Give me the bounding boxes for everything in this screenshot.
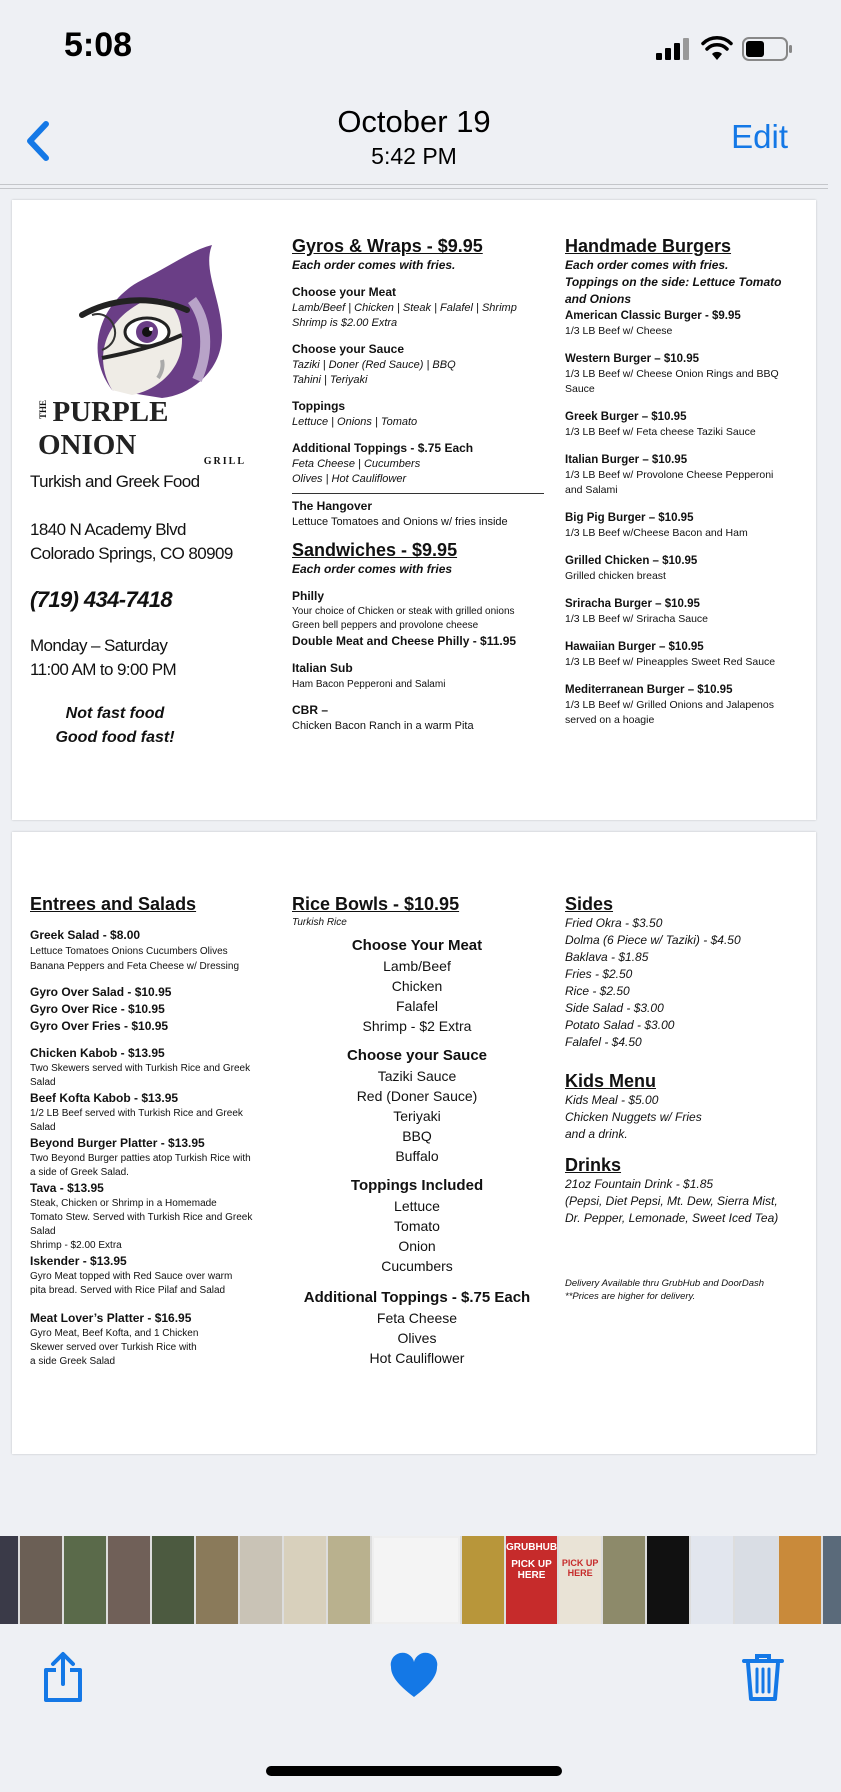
thumbnail[interactable] bbox=[0, 1536, 18, 1624]
thumb-text: PICK UP HERE bbox=[561, 1558, 599, 1578]
cuisine: Turkish and Greek Food bbox=[30, 472, 200, 491]
edit-button[interactable]: Edit bbox=[731, 118, 788, 155]
thumbnail[interactable] bbox=[240, 1536, 282, 1624]
thumbnail[interactable] bbox=[823, 1536, 841, 1624]
gyros-additional: Olives | Hot Cauliflower bbox=[292, 473, 407, 485]
rice-sauce: Buffalo bbox=[395, 1148, 439, 1164]
delete-button[interactable] bbox=[742, 1652, 784, 1702]
greek-salad-desc: Lettuce Tomatoes Onions Cucumbers Olives bbox=[30, 946, 228, 957]
gyros-note: Each order comes with fries. bbox=[292, 258, 456, 272]
section-title-rice-bowls: Rice Bowls - $10.95 bbox=[292, 894, 460, 914]
chicken-kabob-desc: Two Skewers served with Turkish Rice and Greek bbox=[30, 1063, 251, 1074]
chicken-kabob-desc: Salad bbox=[30, 1077, 56, 1088]
rice-additional: Olives bbox=[397, 1330, 437, 1346]
divider bbox=[292, 493, 544, 494]
iskender: Iskender - $13.95 bbox=[30, 1254, 127, 1268]
rice-sauce: Red (Doner Sauce) bbox=[356, 1088, 478, 1104]
gyros-meat-options: Lamb/Beef | Chicken | Steak | Falafel | Shrimp bbox=[292, 302, 517, 314]
philly-desc: Green bell peppers and provolone cheese bbox=[292, 620, 479, 631]
burger-desc: Sauce bbox=[565, 383, 595, 395]
burger-desc: Grilled chicken breast bbox=[565, 570, 666, 582]
burger-desc: 1/3 LB Beef w/ Pineapples Sweet Red Sauce bbox=[565, 656, 776, 668]
thumb-text: PICK UP HERE bbox=[511, 1559, 552, 1581]
side-item: Baklava - $1.85 bbox=[565, 950, 649, 964]
photo-menu-page-1[interactable] bbox=[12, 200, 816, 820]
rice-meat: Falafel bbox=[395, 998, 439, 1014]
burger-name: American Classic Burger - $9.95 bbox=[565, 310, 741, 322]
burger-name: Western Burger – $10.95 bbox=[565, 353, 700, 365]
section-title-gyros: Gyros & Wraps - $9.95 bbox=[292, 236, 483, 256]
phone: (719) 434-7418 bbox=[30, 587, 173, 612]
address-line: Colorado Springs, CO 80909 bbox=[30, 544, 233, 563]
slogan: Not fast food bbox=[65, 705, 165, 722]
beyond-burger-desc: Two Beyond Burger patties atop Turkish Rice with bbox=[30, 1153, 251, 1164]
slogan: Good food fast! bbox=[55, 729, 175, 746]
section-title-drinks: Drinks bbox=[565, 1155, 622, 1175]
drinks-item: (Pepsi, Diet Pepsi, Mt. Dew, Sierra Mist, bbox=[565, 1194, 778, 1208]
burger-name: Grilled Chicken – $10.95 bbox=[565, 555, 698, 567]
section-title-sides: Sides bbox=[565, 894, 614, 914]
meat-lovers-desc: Skewer served over Turkish Rice with bbox=[30, 1342, 197, 1353]
rice-toppings-heading: Toppings Included bbox=[350, 1177, 484, 1194]
burger-desc: 1/3 LB Beef w/ Cheese bbox=[565, 325, 673, 337]
gyro-over: Gyro Over Fries - $10.95 bbox=[30, 1019, 169, 1033]
thumbnail[interactable] bbox=[779, 1536, 821, 1624]
gyros-additional-heading: Additional Toppings - $.75 Each bbox=[292, 441, 474, 455]
burger-desc: 1/3 LB Beef w/ Provolone Cheese Pepperoni bbox=[565, 469, 774, 481]
divider bbox=[0, 188, 828, 189]
burgers-note: and Onions bbox=[565, 292, 631, 306]
side-item: Potato Salad - $3.00 bbox=[565, 1018, 675, 1032]
cbr-desc: Chicken Bacon Ranch in a warm Pita bbox=[292, 720, 474, 732]
philly-desc: Your choice of Chicken or steak with grilled onions bbox=[292, 606, 515, 617]
iskender-desc: Gyro Meat topped with Red Sauce over warm bbox=[30, 1271, 233, 1282]
thumbnail[interactable] bbox=[284, 1536, 326, 1624]
section-title-burgers: Handmade Burgers bbox=[565, 236, 732, 256]
beef-kofta-desc: 1/2 LB Beef served with Turkish Rice and Greek bbox=[30, 1108, 243, 1119]
thumbnail-selected[interactable] bbox=[372, 1536, 460, 1624]
gyros-toppings: Lettuce | Onions | Tomato bbox=[292, 416, 418, 428]
burgers-note: Each order comes with fries. bbox=[565, 258, 729, 272]
burger-desc: 1/3 LB Beef w/ Feta cheese Taziki Sauce bbox=[565, 426, 756, 438]
drinks-item: 21oz Fountain Drink - $1.85 bbox=[565, 1177, 714, 1191]
thumbnail-strip[interactable] bbox=[0, 1536, 828, 1624]
rice-meat-heading: Choose Your Meat bbox=[351, 937, 483, 954]
tava-desc: Shrimp - $2.00 Extra bbox=[30, 1240, 122, 1251]
delivery-note: Delivery Available thru GrubHub and DoorDash bbox=[565, 1278, 765, 1289]
burger-desc: 1/3 LB Beef w/ Grilled Onions and Jalapenos bbox=[565, 699, 774, 711]
rice-additional-heading: Additional Toppings - $.75 Each bbox=[303, 1289, 531, 1306]
header-time: 5:42 PM bbox=[371, 143, 457, 169]
rice-sauce-list bbox=[292, 1066, 542, 1166]
thumbnail[interactable] bbox=[462, 1536, 504, 1624]
thumbnail-grubhub[interactable] bbox=[506, 1536, 557, 1624]
gyros-sauce-heading: Choose your Sauce bbox=[292, 342, 405, 356]
burger-desc: 1/3 LB Beef w/ Sriracha Sauce bbox=[565, 613, 708, 625]
header-date: October 19 bbox=[337, 104, 491, 139]
thumbnail[interactable] bbox=[735, 1536, 777, 1624]
sides-list bbox=[565, 915, 805, 1051]
thumbnail[interactable] bbox=[64, 1536, 106, 1624]
logo-grill: GRILL bbox=[203, 456, 246, 467]
side-item: Rice - $2.50 bbox=[565, 984, 630, 998]
burger-name: Hawaiian Burger – $10.95 bbox=[565, 641, 704, 653]
rice-meat-list bbox=[292, 956, 542, 1036]
rice-topping: Lettuce bbox=[394, 1198, 440, 1214]
rice-sauce-heading: Choose your Sauce bbox=[346, 1047, 488, 1064]
tava-desc: Salad bbox=[30, 1226, 56, 1237]
rice-sub: Turkish Rice bbox=[292, 917, 347, 928]
greek-salad-desc: Banana Peppers and Feta Cheese w/ Dressing bbox=[30, 961, 240, 972]
status-icons bbox=[656, 34, 794, 64]
thumbnail[interactable] bbox=[196, 1536, 238, 1624]
home-indicator bbox=[266, 1766, 562, 1776]
burger-desc: and Salami bbox=[565, 484, 618, 496]
burger-name: Sriracha Burger – $10.95 bbox=[565, 598, 700, 610]
hangover-heading: The Hangover bbox=[292, 499, 373, 513]
battery-icon bbox=[742, 37, 794, 61]
favorite-button[interactable] bbox=[390, 1655, 438, 1699]
cbr-heading: CBR – bbox=[292, 703, 329, 717]
thumbnail[interactable] bbox=[20, 1536, 62, 1624]
tava: Tava - $13.95 bbox=[30, 1181, 104, 1195]
iskender-desc: pita bread. Served with Rice Pilaf and Salad bbox=[30, 1285, 226, 1296]
divider bbox=[0, 184, 828, 185]
thumbnail[interactable] bbox=[691, 1536, 733, 1624]
gyros-toppings-heading: Toppings bbox=[292, 399, 346, 413]
trash-icon bbox=[742, 1652, 784, 1702]
side-item: Side Salad - $3.00 bbox=[565, 1001, 664, 1015]
rice-additional: Hot Cauliflower bbox=[369, 1350, 465, 1366]
wifi-icon bbox=[702, 38, 732, 60]
burger-name: Greek Burger – $10.95 bbox=[565, 411, 687, 423]
meat-lovers-desc: a side Greek Salad bbox=[30, 1356, 116, 1367]
rice-sauce: Teriyaki bbox=[393, 1108, 441, 1124]
status-time: 5:08 bbox=[64, 26, 133, 64]
gyros-sauce-options: Taziki | Doner (Red Sauce) | BBQ bbox=[292, 359, 456, 371]
gyro-over: Gyro Over Rice - $10.95 bbox=[30, 1002, 165, 1016]
logo-wordmark bbox=[38, 396, 258, 467]
burger-list bbox=[565, 308, 805, 728]
address-line: 1840 N Academy Blvd bbox=[30, 520, 186, 539]
signal-icon bbox=[656, 38, 692, 60]
share-button[interactable] bbox=[40, 1652, 86, 1702]
rice-meat: Chicken bbox=[391, 978, 443, 994]
side-item: Dolma (6 Piece w/ Taziki) - $4.50 bbox=[565, 933, 741, 947]
italian-sub-heading: Italian Sub bbox=[292, 661, 353, 675]
section-title-sandwiches: Sandwiches - $9.95 bbox=[292, 540, 458, 560]
beef-kofta-desc: Salad bbox=[30, 1122, 56, 1133]
burger-desc: served on a hoagie bbox=[565, 714, 655, 726]
rice-sauce: BBQ bbox=[402, 1128, 432, 1144]
burgers-note: Toppings on the side: Lettuce Tomato bbox=[565, 275, 782, 289]
rice-toppings-list bbox=[292, 1196, 542, 1276]
gyros-meat-note: Shrimp is $2.00 Extra bbox=[292, 317, 398, 329]
burger-name: Big Pig Burger – $10.95 bbox=[565, 512, 694, 524]
logo-the: THE bbox=[38, 400, 48, 420]
burger-name: Italian Burger – $10.95 bbox=[565, 454, 688, 466]
philly-heading: Philly bbox=[292, 589, 325, 603]
share-icon bbox=[40, 1652, 86, 1702]
onion-logo-icon bbox=[72, 240, 252, 400]
hours: 11:00 AM to 9:00 PM bbox=[30, 660, 177, 679]
rice-sauce: Taziki Sauce bbox=[377, 1068, 457, 1084]
side-item: Fries - $2.50 bbox=[565, 967, 633, 981]
thumbnail[interactable] bbox=[108, 1536, 150, 1624]
rice-meat: Lamb/Beef bbox=[383, 958, 451, 974]
gyros-meat-heading: Choose your Meat bbox=[292, 285, 397, 299]
gyros-additional: Feta Cheese | Cucumbers bbox=[292, 458, 421, 470]
burger-desc: 1/3 LB Beef w/ Cheese Onion Rings and BBQ bbox=[565, 368, 779, 380]
chicken-kabob: Chicken Kabob - $13.95 bbox=[30, 1046, 165, 1060]
rice-topping: Tomato bbox=[394, 1218, 440, 1234]
tava-desc: Steak, Chicken or Shrimp in a Homemade bbox=[30, 1198, 217, 1209]
section-title-entrees: Entrees and Salads bbox=[30, 894, 197, 914]
section-title-kids: Kids Menu bbox=[565, 1071, 657, 1091]
logo-title: PURPLE ONION bbox=[38, 396, 169, 461]
rice-additional-list bbox=[292, 1308, 542, 1368]
beef-kofta: Beef Kofta Kabob - $13.95 bbox=[30, 1091, 179, 1105]
gyro-over: Gyro Over Salad - $10.95 bbox=[30, 985, 172, 999]
rice-topping: Onion bbox=[398, 1238, 436, 1254]
photo-menu-page-2[interactable] bbox=[12, 832, 816, 1454]
double-philly: Double Meat and Cheese Philly - $11.95 bbox=[292, 634, 517, 648]
thumb-text: GRUBHUB bbox=[506, 1542, 558, 1553]
sandwiches-note: Each order comes with fries bbox=[292, 562, 453, 576]
thumbnail[interactable] bbox=[152, 1536, 194, 1624]
heart-icon bbox=[390, 1655, 438, 1699]
side-item: Fried Okra - $3.50 bbox=[565, 916, 663, 930]
thumbnail[interactable] bbox=[603, 1536, 645, 1624]
rice-additional: Feta Cheese bbox=[376, 1310, 458, 1326]
rice-meat: Shrimp - $2 Extra bbox=[362, 1018, 472, 1034]
hangover-desc: Lettuce Tomatoes and Onions w/ fries inside bbox=[292, 516, 508, 528]
kids-item: Chicken Nuggets w/ Fries bbox=[565, 1110, 702, 1124]
meat-lovers: Meat Lover’s Platter - $16.95 bbox=[30, 1311, 192, 1325]
drinks-item: Dr. Pepper, Lemonade, Sweet Iced Tea) bbox=[565, 1211, 779, 1225]
gyros-sauce-options: Tahini | Teriyaki bbox=[292, 374, 368, 386]
thumbnail[interactable] bbox=[647, 1536, 689, 1624]
side-item: Falafel - $4.50 bbox=[565, 1035, 642, 1049]
thumbnail[interactable] bbox=[559, 1536, 601, 1624]
kids-item: and a drink. bbox=[565, 1127, 628, 1141]
rice-topping: Cucumbers bbox=[381, 1258, 453, 1274]
beyond-burger: Beyond Burger Platter - $13.95 bbox=[30, 1136, 205, 1150]
kids-item: Kids Meal - $5.00 bbox=[565, 1093, 659, 1107]
meat-lovers-desc: Gyro Meat, Beef Kofta, and 1 Chicken bbox=[30, 1328, 199, 1339]
delivery-note: **Prices are higher for delivery. bbox=[565, 1291, 696, 1302]
tava-desc: Tomato Stew. Served with Turkish Rice and Greek bbox=[30, 1212, 253, 1223]
burger-name: Mediterranean Burger – $10.95 bbox=[565, 684, 733, 696]
beyond-burger-desc: a side of Greek Salad. bbox=[30, 1167, 129, 1178]
hours: Monday – Saturday bbox=[30, 636, 168, 655]
burger-desc: 1/3 LB Beef w/Cheese Bacon and Ham bbox=[565, 527, 748, 539]
greek-salad: Greek Salad - $8.00 bbox=[30, 928, 141, 942]
thumbnail[interactable] bbox=[328, 1536, 370, 1624]
italian-sub-desc: Ham Bacon Pepperoni and Salami bbox=[292, 679, 446, 690]
